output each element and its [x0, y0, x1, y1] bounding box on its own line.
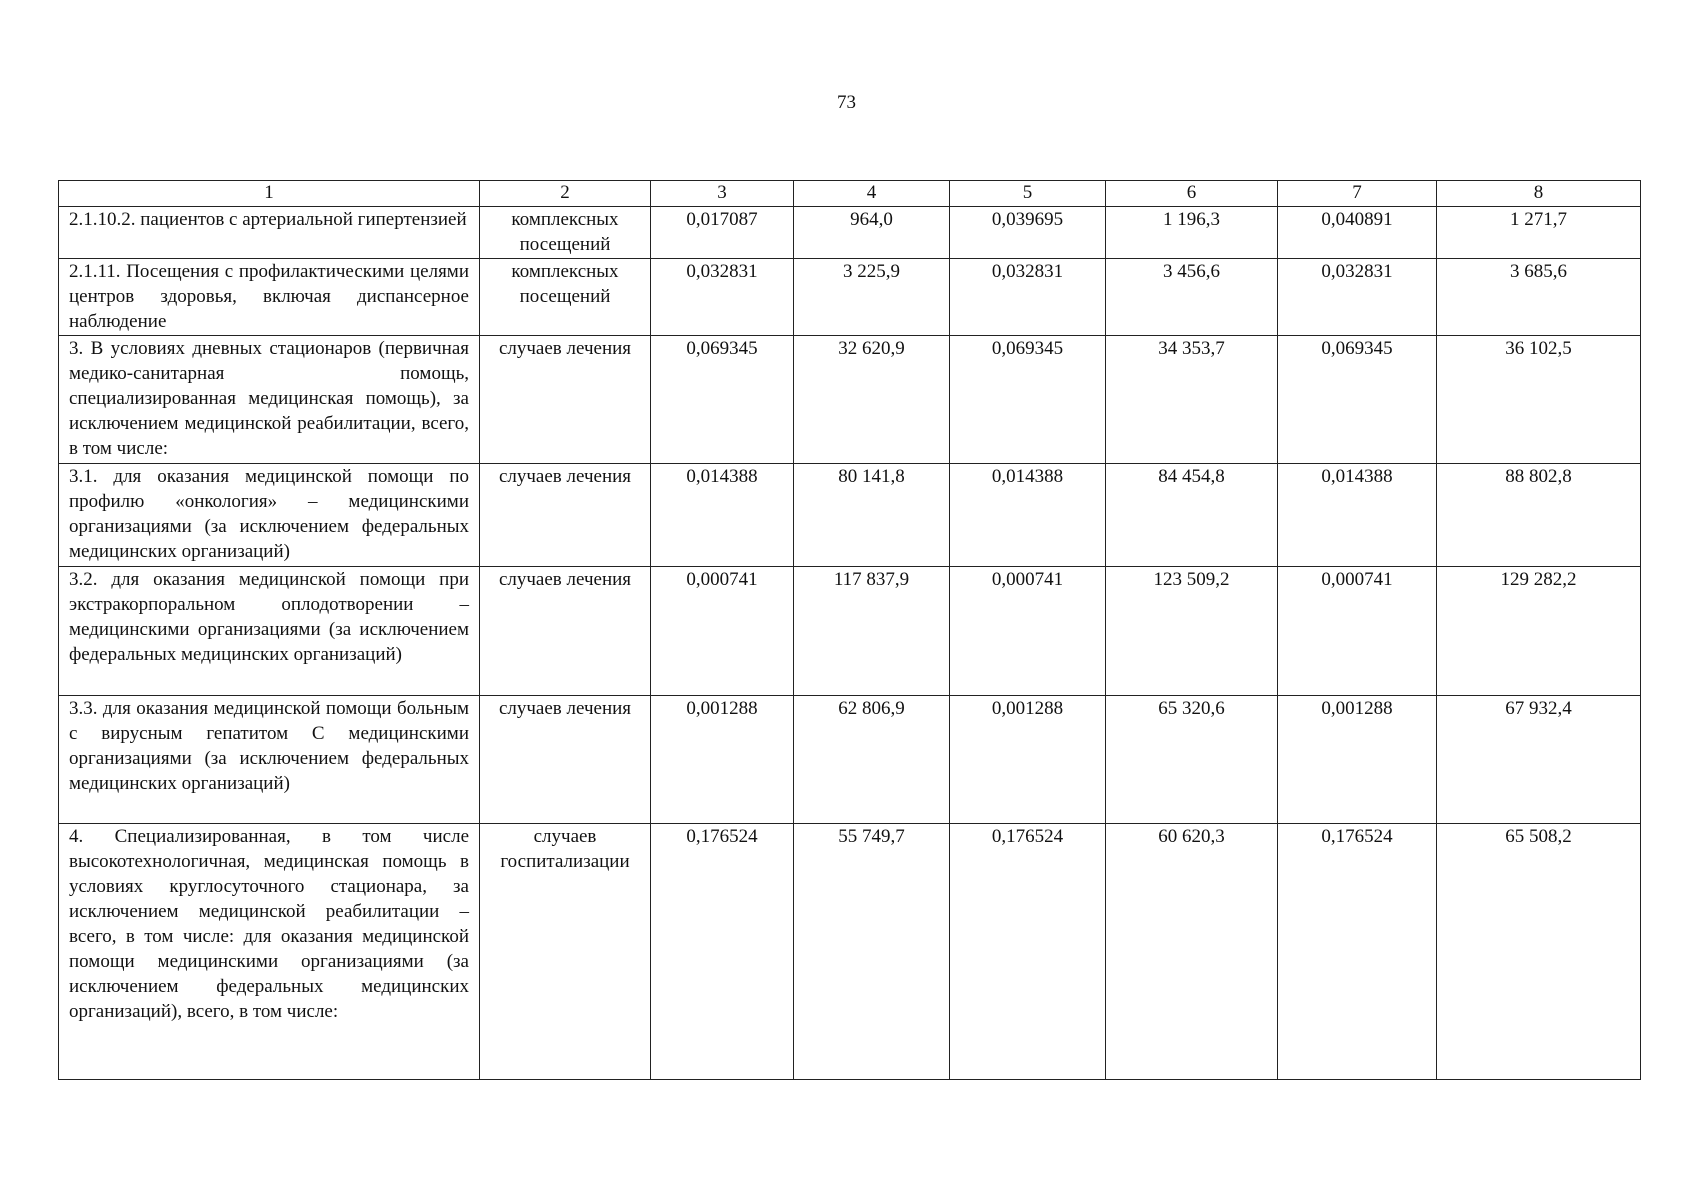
row-unit-cell: случаев лечения — [480, 567, 651, 696]
value-cell: 0,032831 — [1278, 259, 1437, 336]
column-header: 4 — [794, 181, 950, 207]
table-row — [59, 696, 1641, 824]
value-cell: 0,176524 — [651, 824, 794, 1080]
row-name-cell: 3.3. для оказания медицинской помощи больным с вирусным гепатитом С медицинскими организациями (за исключением федеральных медицинских организаций) — [59, 696, 480, 824]
value-cell: 0,017087 — [651, 207, 794, 259]
value-cell: 0,000741 — [950, 567, 1106, 696]
value-cell: 0,176524 — [1278, 824, 1437, 1080]
row-name-cell: 2.1.11. Посещения с профилактическими целями центров здоровья, включая диспансерное наблюдение — [59, 259, 480, 336]
row-unit-cell: случаев лечения — [480, 696, 651, 824]
row-unit-cell: случаев госпитализации — [480, 824, 651, 1080]
value-cell: 65 508,2 — [1437, 824, 1641, 1080]
value-cell: 0,014388 — [950, 464, 1106, 567]
value-cell: 0,069345 — [651, 336, 794, 464]
value-cell: 88 802,8 — [1437, 464, 1641, 567]
column-header: 6 — [1106, 181, 1278, 207]
column-header: 1 — [59, 181, 480, 207]
row-unit-cell: комплексных посещений — [480, 259, 651, 336]
value-cell: 3 685,6 — [1437, 259, 1641, 336]
value-cell: 55 749,7 — [794, 824, 950, 1080]
value-cell: 129 282,2 — [1437, 567, 1641, 696]
row-name-cell: 3. В условиях дневных стационаров (первичная медико-санитарная помощь, специализированная медицинская помощь), за исключением медицинской реабилитации, всего, в том числе: — [59, 336, 480, 464]
value-cell: 36 102,5 — [1437, 336, 1641, 464]
column-header: 5 — [950, 181, 1106, 207]
value-cell: 32 620,9 — [794, 336, 950, 464]
table-row — [59, 336, 1641, 464]
value-cell: 1 271,7 — [1437, 207, 1641, 259]
row-unit-cell: случаев лечения — [480, 464, 651, 567]
value-cell: 0,001288 — [651, 696, 794, 824]
value-cell: 0,032831 — [950, 259, 1106, 336]
value-cell: 65 320,6 — [1106, 696, 1278, 824]
value-cell: 0,001288 — [950, 696, 1106, 824]
value-cell: 0,000741 — [1278, 567, 1437, 696]
value-cell: 62 806,9 — [794, 696, 950, 824]
value-cell: 0,014388 — [651, 464, 794, 567]
value-cell: 0,014388 — [1278, 464, 1437, 567]
value-cell: 0,039695 — [950, 207, 1106, 259]
value-cell: 0,032831 — [651, 259, 794, 336]
value-cell: 1 196,3 — [1106, 207, 1278, 259]
value-cell: 117 837,9 — [794, 567, 950, 696]
row-unit-cell: случаев лечения — [480, 336, 651, 464]
value-cell: 964,0 — [794, 207, 950, 259]
row-name-cell: 3.2. для оказания медицинской помощи при экстракорпоральном оплодотворении – медицинскими организациями (за исключением федеральных медицинских организаций) — [59, 567, 480, 696]
value-cell: 0,001288 — [1278, 696, 1437, 824]
table-header-row — [59, 181, 1641, 207]
table-row — [59, 567, 1641, 696]
column-header: 3 — [651, 181, 794, 207]
page-number: 73 — [837, 92, 856, 113]
value-cell: 80 141,8 — [794, 464, 950, 567]
value-cell: 0,000741 — [651, 567, 794, 696]
row-name-cell: 4. Специализированная, в том числе высокотехнологичная, медицинская помощь в условиях круглосуточного стационара, за исключением медицинской реабилитации – всего, в том числе: для оказания медицинской помощи медицинскими организациями (за исключением федеральных медицинских организаций), всего, в том числе: — [59, 824, 480, 1080]
value-cell: 123 509,2 — [1106, 567, 1278, 696]
value-cell: 34 353,7 — [1106, 336, 1278, 464]
value-cell: 0,069345 — [1278, 336, 1437, 464]
value-cell: 0,069345 — [950, 336, 1106, 464]
column-header: 7 — [1278, 181, 1437, 207]
value-cell: 3 456,6 — [1106, 259, 1278, 336]
value-cell: 67 932,4 — [1437, 696, 1641, 824]
column-header: 2 — [480, 181, 651, 207]
table-row — [59, 259, 1641, 336]
value-cell: 3 225,9 — [794, 259, 950, 336]
value-cell: 84 454,8 — [1106, 464, 1278, 567]
value-cell: 60 620,3 — [1106, 824, 1278, 1080]
table-row — [59, 824, 1641, 1080]
table-row — [59, 207, 1641, 259]
row-unit-cell: комплексных посещений — [480, 207, 651, 259]
data-table — [58, 180, 1641, 1080]
column-header: 8 — [1437, 181, 1641, 207]
value-cell: 0,176524 — [950, 824, 1106, 1080]
row-name-cell: 2.1.10.2. пациентов с артериальной гипертензией — [59, 207, 480, 259]
row-name-cell: 3.1. для оказания медицинской помощи по профилю «онкология» – медицинскими организациями (за исключением федеральных медицинских организаций) — [59, 464, 480, 567]
table-row — [59, 464, 1641, 567]
value-cell: 0,040891 — [1278, 207, 1437, 259]
